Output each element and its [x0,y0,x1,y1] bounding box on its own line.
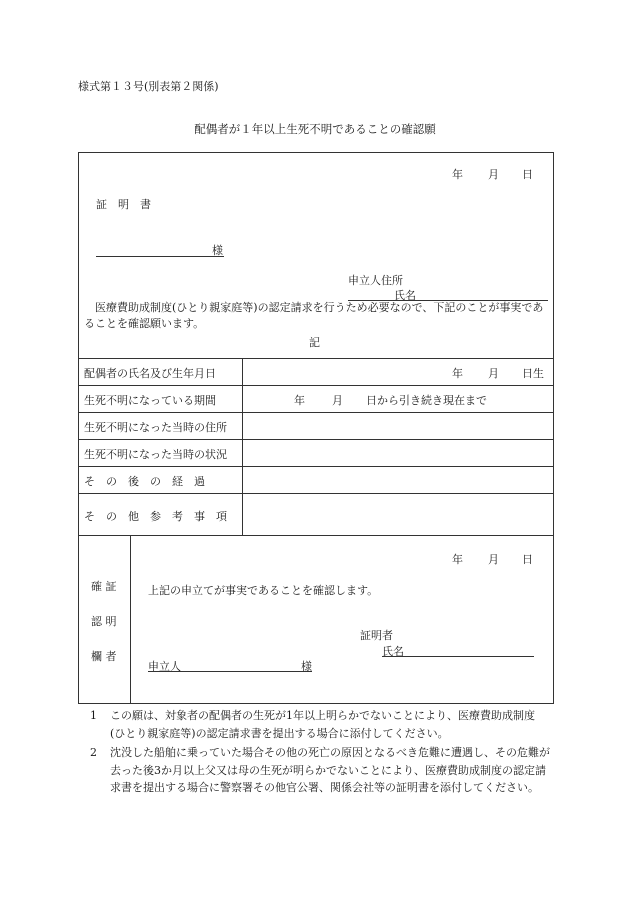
period-year: 年 [294,394,305,407]
ki-label: 記 [309,336,320,349]
applicant-line[interactable] [148,671,312,672]
period-continuing: 日から引き続き現在まで [366,394,487,407]
column-divider [130,535,131,703]
applicant-suffix: 様 [301,660,312,673]
side-label-3: 欄 者 [91,650,117,663]
row-label-spouse: 配偶者の氏名及び生年月日 [84,367,216,380]
row-label-missing-period: 生死不明になっている期間 [84,394,216,407]
row-label-address: 生死不明になった当時の住所 [84,421,227,434]
note-item [84,744,550,797]
spouse-day: 日生 [522,367,544,380]
note-text: 沈没した船舶に乗っていた場合その他の死亡の原因となるべき危難に遭遇し、その危難が去った後3か月以上父又は母の生死が明らかでないことにより、医療費助成制度の認定請求書を提出する場合に警察署その他官公署、関係会社等の証明書を添付してください。 [110,746,550,794]
spouse-field[interactable] [244,359,552,384]
address-field[interactable] [244,413,552,438]
notes [84,707,550,799]
year-label: 年 [452,168,463,181]
form-number: 様式第１３号(別表第２関係) [78,80,219,93]
applicant-label: 申立人 [148,660,181,673]
progress-field[interactable] [244,467,552,492]
certificate-heading: 証 明 書 [96,198,151,211]
row-label-situation: 生死不明になった当時の状況 [84,448,227,461]
certifier-name-line[interactable] [382,656,534,657]
note-number: 2 [90,746,97,759]
side-label-1: 確 証 [91,580,117,593]
addressee-suffix: 様 [212,244,223,257]
row-label-progress: そ の 後 の 経 過 [84,475,205,488]
certifier-label: 証明者 [360,629,393,642]
column-divider [242,358,243,535]
spouse-year: 年 [452,367,463,380]
side-label-2: 認 明 [91,615,117,628]
request-text: 医療費助成制度(ひとり親家庭等)の認定請求を行うため必要なので、下記のことが事実であることを確認願います。 [84,301,544,330]
row-label-other: そ の 他 参 考 事 項 [84,510,227,523]
confirm-month: 月 [488,553,499,566]
divider [78,535,554,536]
note-item [84,707,550,742]
confirm-day: 日 [522,553,533,566]
addressee-line[interactable] [96,256,224,257]
applicant-address-label: 申立人住所 [348,274,403,287]
confirmation-statement: 上記の申立てが事実であることを確認します。 [148,584,379,597]
spouse-month: 月 [488,367,499,380]
certifier-name-label: 氏名 [382,645,404,658]
confirm-year: 年 [452,553,463,566]
other-field[interactable] [244,494,552,534]
situation-field[interactable] [244,440,552,465]
month-label: 月 [488,168,499,181]
period-month: 月 [332,394,343,407]
note-text: この願は、対象者の配偶者の生死が1年以上明らかでないことにより、医療費助成制度(ひとり親家庭等)の認定請求書を提出する場合に添付してください。 [110,709,535,740]
applicant-name-label: 氏名 [394,289,416,302]
note-number: 1 [90,709,97,722]
day-label: 日 [522,168,533,181]
divider [78,385,554,386]
document-title: 配偶者が１年以上生死不明であることの確認願 [194,122,436,136]
